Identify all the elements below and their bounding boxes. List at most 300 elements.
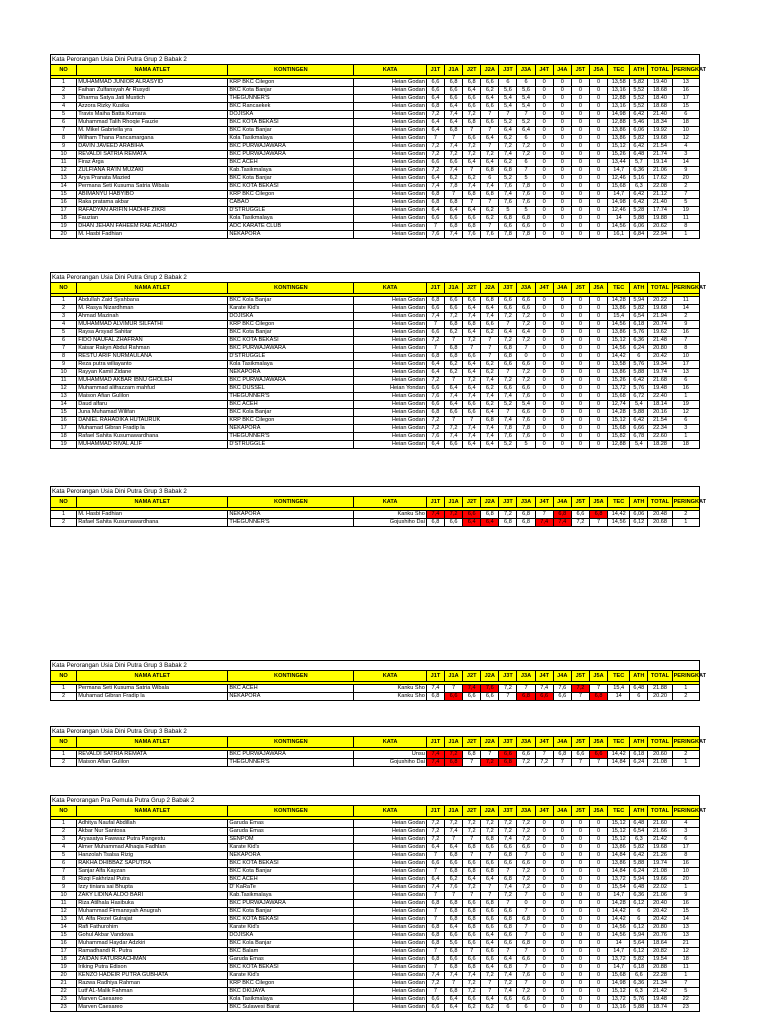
table-cell: Heian Godan: [354, 87, 427, 95]
table-row: [51, 127, 700, 135]
table-cell: 6,4: [444, 103, 462, 111]
column-header: J3A: [517, 806, 535, 817]
table-cell: 6,6: [444, 297, 462, 305]
table-cell: 7,4: [481, 183, 499, 191]
table-cell: 11: [672, 215, 699, 223]
table-cell: 6,6: [463, 860, 481, 868]
table-cell: 9: [51, 361, 77, 369]
table-cell: 0: [571, 908, 589, 916]
table-cell: 13,58: [608, 79, 630, 87]
table-cell: 7,4: [499, 972, 517, 980]
table-cell: 6,6: [481, 693, 499, 701]
table-cell: Akbar Nur Santosa: [77, 828, 228, 836]
table-cell: 19: [672, 401, 699, 409]
table-cell: 7: [426, 135, 444, 143]
column-header: J1A: [444, 737, 462, 748]
table-cell: 0: [589, 313, 607, 321]
table-cell: 7,2: [499, 980, 517, 988]
table-cell: 7: [444, 337, 462, 345]
table-cell: BKC Kota Banjar: [228, 175, 354, 183]
table-cell: Heian Godan: [354, 199, 427, 207]
table-cell: 14,42: [608, 511, 630, 519]
table-cell: 7,2: [463, 980, 481, 988]
table-cell: 0: [535, 441, 553, 449]
table-cell: 21.42: [648, 988, 672, 996]
table-cell: MUHAMMAD RIVAL ALIF: [77, 441, 228, 449]
table-cell: 17: [51, 948, 77, 956]
table-cell: 0: [535, 916, 553, 924]
table-cell: 0: [553, 401, 571, 409]
table-cell: 0: [535, 313, 553, 321]
table-cell: 13,86: [608, 135, 630, 143]
table-cell: 6,8: [481, 836, 499, 844]
table-cell: 13,44: [608, 159, 630, 167]
table-row: [51, 892, 700, 900]
table-cell: 0: [553, 167, 571, 175]
column-header: J5A: [589, 806, 607, 817]
table-cell: 6,6: [481, 119, 499, 127]
table-cell: 6,8: [426, 693, 444, 701]
table-cell: D'STRUGGLE: [228, 441, 354, 449]
table-cell: 7,4: [499, 884, 517, 892]
table-cell: KRP BKC Cilegon: [228, 191, 354, 199]
table-cell: 0: [589, 361, 607, 369]
results-block: [50, 726, 707, 767]
table-cell: 6,12: [630, 519, 648, 527]
column-header: J4T: [535, 737, 553, 748]
table-cell: 14,28: [608, 900, 630, 908]
table-cell: 0: [571, 183, 589, 191]
table-cell: 18.68: [648, 103, 672, 111]
table-cell: 7: [517, 932, 535, 940]
table-cell: 18: [51, 956, 77, 964]
table-cell: D'STRUGGLE: [228, 207, 354, 215]
table-cell: 0: [571, 948, 589, 956]
table-cell: 6,2: [463, 1004, 481, 1012]
table-cell: 6,4: [481, 996, 499, 1004]
table-cell: Kanku Sho: [354, 693, 427, 701]
table-row: [51, 820, 700, 828]
table-cell: 13,58: [608, 361, 630, 369]
table-cell: 0: [571, 345, 589, 353]
column-header: KATA: [354, 671, 427, 682]
column-header: TOTAL: [648, 497, 672, 508]
table-cell: 0: [571, 377, 589, 385]
table-row: [51, 329, 700, 337]
table-cell: 0: [589, 135, 607, 143]
table-cell: 7: [672, 191, 699, 199]
table-cell: 7: [481, 199, 499, 207]
table-cell: 20.62: [648, 223, 672, 231]
table-cell: 6,78: [630, 433, 648, 441]
table-row: [51, 87, 700, 95]
table-cell: 0: [535, 95, 553, 103]
table-cell: 6: [630, 693, 648, 701]
table-cell: Garuda Emas: [228, 956, 354, 964]
table-cell: 0: [535, 199, 553, 207]
column-header: J2T: [463, 65, 481, 76]
table-cell: 13: [51, 175, 77, 183]
table-cell: 0: [571, 828, 589, 836]
table-cell: KRP BKC Cilegon: [228, 321, 354, 329]
table-cell: 6,12: [630, 948, 648, 956]
table-cell: Heian Godan: [354, 345, 427, 353]
table-cell: 0: [589, 940, 607, 948]
table-cell: ABIMANYU HABYIBO: [77, 191, 228, 199]
table-cell: 7: [463, 836, 481, 844]
table-cell: Travis Maiha Batta Kumara: [77, 111, 228, 119]
table-cell: 1: [672, 231, 699, 239]
table-cell: Riza Atilhala Hasibuka: [77, 900, 228, 908]
table-cell: 7,2: [426, 151, 444, 159]
table-cell: 3: [672, 828, 699, 836]
table-cell: ZAIDAN FATURRACHMAN: [77, 956, 228, 964]
table-cell: 0: [589, 87, 607, 95]
table-cell: 7,2: [463, 820, 481, 828]
table-cell: 7,2: [463, 143, 481, 151]
table-cell: 14: [672, 159, 699, 167]
table-cell: BKC ACEH: [228, 685, 354, 693]
table-cell: 7: [444, 377, 462, 385]
table-cell: 6,8: [463, 844, 481, 852]
table-cell: 7,6: [517, 972, 535, 980]
table-cell: Heian Godan: [354, 417, 427, 425]
table-cell: 7,2: [463, 377, 481, 385]
table-cell: 6: [672, 417, 699, 425]
table-cell: 6,54: [630, 828, 648, 836]
table-cell: 0: [553, 143, 571, 151]
table-cell: 6,4: [444, 207, 462, 215]
table-cell: Karate Kid's: [228, 844, 354, 852]
table-cell: Heian Godan: [354, 868, 427, 876]
column-header: TEC: [608, 283, 630, 294]
table-cell: 18.64: [648, 940, 672, 948]
table-cell: 0: [589, 948, 607, 956]
table-cell: 6,6: [517, 409, 535, 417]
table-cell: 6,4: [426, 119, 444, 127]
table-cell: 0: [589, 860, 607, 868]
table-cell: Rafael Sahita Kusumawardhana: [77, 433, 228, 441]
table-cell: 7: [481, 751, 499, 759]
table-cell: 13,86: [608, 329, 630, 337]
table-cell: Heian Godan: [354, 127, 427, 135]
table-cell: 7,4: [463, 393, 481, 401]
table-row: [51, 972, 700, 980]
table-cell: 6,8: [463, 868, 481, 876]
table-cell: 7: [499, 693, 517, 701]
column-header: J4T: [535, 65, 553, 76]
table-cell: 0: [589, 369, 607, 377]
table-row: [51, 199, 700, 207]
table-cell: 2: [672, 511, 699, 519]
table-row: [51, 385, 700, 393]
table-cell: 13,86: [608, 844, 630, 852]
column-header: J3A: [517, 737, 535, 748]
table-cell: 7: [444, 417, 462, 425]
table-cell: NEKAPORA: [228, 511, 354, 519]
table-cell: 0: [535, 353, 553, 361]
table-cell: 0: [553, 996, 571, 1004]
table-cell: 0: [535, 337, 553, 345]
column-header: J2A: [481, 806, 499, 817]
table-cell: 6,6: [444, 215, 462, 223]
table-cell: 7,2: [517, 321, 535, 329]
table-cell: 6: [517, 135, 535, 143]
table-cell: Marven Caesareo: [77, 996, 228, 1004]
results-block: [50, 54, 707, 239]
table-cell: 0: [553, 329, 571, 337]
table-cell: 6,4: [426, 95, 444, 103]
table-cell: 14,7: [608, 167, 630, 175]
table-cell: 0: [571, 425, 589, 433]
table-cell: Azzora Rizky Kusika: [77, 103, 228, 111]
table-cell: 0: [589, 932, 607, 940]
table-cell: 7,2: [517, 828, 535, 836]
table-cell: 1: [672, 972, 699, 980]
table-cell: 19.34: [648, 361, 672, 369]
table-cell: 0: [589, 175, 607, 183]
header-row: [51, 497, 700, 508]
table-cell: 0: [553, 135, 571, 143]
table-cell: 14,56: [608, 932, 630, 940]
table-cell: 7,2: [426, 167, 444, 175]
table-cell: 6,8: [499, 916, 517, 924]
column-header: NAMA ATLET: [77, 737, 228, 748]
table-cell: 7,2: [499, 685, 517, 693]
table-cell: BKC Kota Banjar: [228, 87, 354, 95]
table-cell: 0: [571, 135, 589, 143]
table-cell: 6,8: [444, 852, 462, 860]
table-cell: 0: [535, 151, 553, 159]
table-cell: Heian Godan: [354, 167, 427, 175]
table-cell: 5,2: [499, 401, 517, 409]
table-cell: 21.74: [648, 151, 672, 159]
table-cell: 0: [589, 828, 607, 836]
table-cell: Heian Godan: [354, 159, 427, 167]
table-cell: 0: [571, 207, 589, 215]
table-cell: 20.42: [648, 353, 672, 361]
table-row: [51, 900, 700, 908]
table-cell: 6,42: [630, 199, 648, 207]
table-cell: 7,6: [499, 433, 517, 441]
table-cell: 0: [553, 337, 571, 345]
table-cell: 7,6: [444, 884, 462, 892]
table-cell: Fauzian: [77, 215, 228, 223]
table-cell: 0: [553, 972, 571, 980]
table-cell: 2: [51, 519, 77, 527]
table-row: [51, 345, 700, 353]
table-cell: 14,84: [608, 852, 630, 860]
table-cell: 19.66: [648, 876, 672, 884]
column-header: J1A: [444, 65, 462, 76]
table-cell: M. Hasbi Fadhian: [77, 511, 228, 519]
table-cell: Heian Godan: [354, 95, 427, 103]
table-cell: KRP BKC Cilegon: [228, 417, 354, 425]
table-cell: 0: [535, 393, 553, 401]
table-cell: 21.60: [648, 820, 672, 828]
table-cell: 6,6: [499, 297, 517, 305]
table-cell: Heian Godan: [354, 924, 427, 932]
column-header: J5T: [571, 806, 589, 817]
column-header: KONTINGEN: [228, 671, 354, 682]
column-header: J2A: [481, 283, 499, 294]
table-cell: 6,4: [426, 207, 444, 215]
table-cell: 0: [571, 876, 589, 884]
table-cell: Heian Godan: [354, 441, 427, 449]
table-cell: 6,8: [463, 191, 481, 199]
column-header: J5T: [571, 671, 589, 682]
table-cell: 6,6: [463, 215, 481, 223]
table-cell: 0: [589, 191, 607, 199]
table-cell: 0: [553, 940, 571, 948]
table-cell: 0: [535, 908, 553, 916]
table-cell: 0: [535, 425, 553, 433]
column-header: J3T: [499, 806, 517, 817]
table-cell: 6,2: [444, 369, 462, 377]
table-cell: 0: [589, 159, 607, 167]
table-cell: 16: [51, 940, 77, 948]
table-cell: 6,6: [426, 329, 444, 337]
column-header: PERINGKAT: [672, 65, 699, 76]
table-cell: 0: [535, 215, 553, 223]
table-row: [51, 191, 700, 199]
table-cell: 0: [553, 127, 571, 135]
table-cell: 6,4: [463, 369, 481, 377]
column-header: J5T: [571, 497, 589, 508]
table-cell: DHAN JEHAN FAHEEM RAE ACHMAD: [77, 223, 228, 231]
table-cell: 0: [571, 329, 589, 337]
table-cell: 6,8: [444, 223, 462, 231]
table-row: [51, 844, 700, 852]
table-cell: 0: [589, 305, 607, 313]
table-cell: 0: [571, 868, 589, 876]
table-cell: 7: [517, 980, 535, 988]
table-cell: 17: [672, 844, 699, 852]
block-title: Kata Perorangan Usia Dini Putra Grup 2 Babak 2: [50, 272, 700, 282]
table-cell: BKC PURWAJAWARA: [228, 751, 354, 759]
table-cell: 17.62: [648, 175, 672, 183]
table-cell: 6,42: [630, 191, 648, 199]
table-cell: Lutf AL-Malik Fahman: [77, 988, 228, 996]
table-cell: 0: [553, 199, 571, 207]
table-cell: 5,76: [630, 329, 648, 337]
table-cell: 6,8: [444, 345, 462, 353]
table-cell: 14: [608, 215, 630, 223]
table-cell: M. Alfa Rezel Gulrajat: [77, 916, 228, 924]
table-cell: 2: [672, 693, 699, 701]
table-cell: NEKAPORA: [228, 852, 354, 860]
table-cell: 6,6: [517, 297, 535, 305]
table-cell: 5,88: [630, 860, 648, 868]
table-cell: 5,2: [499, 119, 517, 127]
column-header: J4T: [535, 806, 553, 817]
header-row: [51, 806, 700, 817]
table-cell: D'STRUGGLE: [228, 353, 354, 361]
table-cell: 7: [463, 345, 481, 353]
table-cell: Heian Godan: [354, 231, 427, 239]
table-cell: KRP BKC Cilegon: [228, 79, 354, 87]
column-header: J4A: [553, 497, 571, 508]
column-header: J1T: [426, 671, 444, 682]
table-cell: 0: [553, 828, 571, 836]
table-cell: 6,3: [630, 836, 648, 844]
table-cell: 7,2: [426, 337, 444, 345]
table-cell: 0: [589, 103, 607, 111]
table-cell: 15,12: [608, 143, 630, 151]
table-cell: 0: [589, 852, 607, 860]
table-row: [51, 685, 700, 693]
table-cell: 6,6: [517, 996, 535, 1004]
column-header: PERINGKAT: [672, 737, 699, 748]
table-cell: 6,2: [499, 159, 517, 167]
table-cell: Garuda Emas: [228, 820, 354, 828]
column-header: J2A: [481, 737, 499, 748]
table-cell: BKC Rancaekek: [228, 103, 354, 111]
table-row: [51, 876, 700, 884]
table-cell: Raysa Arsyad Sahitar: [77, 329, 228, 337]
table-row: [51, 932, 700, 940]
table-cell: Heian Godan: [354, 119, 427, 127]
table-cell: 0: [589, 988, 607, 996]
table-cell: 0: [571, 119, 589, 127]
table-cell: 15,68: [608, 972, 630, 980]
table-cell: 18.28: [648, 441, 672, 449]
table-cell: 0: [589, 900, 607, 908]
table-cell: Gojushiho Dai: [354, 759, 427, 767]
column-header: ATH: [630, 65, 648, 76]
table-cell: 7: [426, 892, 444, 900]
table-cell: 6,4: [444, 119, 462, 127]
table-cell: 0: [589, 297, 607, 305]
table-cell: 14: [608, 693, 630, 701]
column-header: NO: [51, 737, 77, 748]
table-cell: 6,8: [444, 916, 462, 924]
table-cell: 5: [51, 852, 77, 860]
table-cell: 5: [517, 441, 535, 449]
table-cell: Heian Godan: [354, 305, 427, 313]
table-cell: 4: [51, 103, 77, 111]
table-cell: Heian Godan: [354, 433, 427, 441]
table-cell: 6,8: [463, 321, 481, 329]
table-cell: 7: [426, 321, 444, 329]
block-title: Kata Perorangan Usia Dini Putra Grup 3 Babak 2: [50, 660, 700, 670]
table-cell: 20: [51, 972, 77, 980]
table-cell: 6,4: [426, 127, 444, 135]
table-row: [51, 313, 700, 321]
table-cell: Rafael Sahita Kusumawardhana: [77, 519, 228, 527]
table-cell: 0: [589, 111, 607, 119]
table-cell: 0: [571, 980, 589, 988]
table-cell: 5,82: [630, 305, 648, 313]
table-cell: 6,6: [426, 159, 444, 167]
table-cell: 19.14: [648, 159, 672, 167]
table-cell: 6,12: [630, 900, 648, 908]
table-cell: 7,4: [463, 685, 481, 693]
table-row: [51, 884, 700, 892]
table-row: [51, 393, 700, 401]
table-cell: 0: [553, 231, 571, 239]
table-cell: 7,2: [517, 820, 535, 828]
table-cell: Heian Godan: [354, 820, 427, 828]
table-cell: 2: [672, 183, 699, 191]
table-cell: 6,4: [481, 135, 499, 143]
table-cell: 5,88: [630, 1004, 648, 1012]
column-header: KATA: [354, 65, 427, 76]
table-cell: 14,98: [608, 980, 630, 988]
table-cell: M. Hasbi Fadhian: [77, 231, 228, 239]
table-cell: 22.28: [648, 972, 672, 980]
table-cell: 5,4: [630, 401, 648, 409]
